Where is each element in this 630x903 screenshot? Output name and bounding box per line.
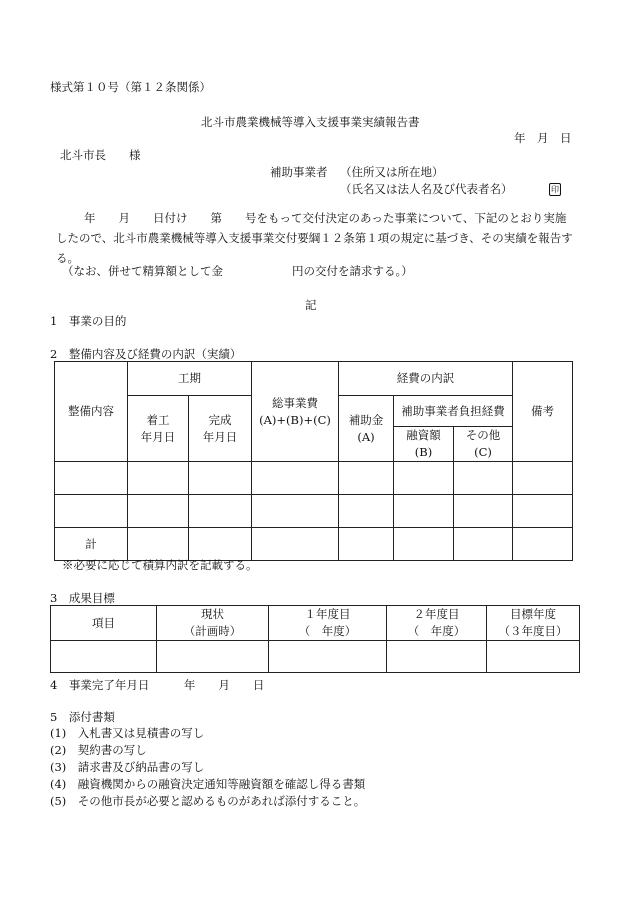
header-year1: １年度目 （ 年度） [269, 606, 387, 641]
header-current: 現状 （計画時） [157, 606, 269, 641]
attachment-item: (3) 請求書及び納品書の写し [50, 760, 205, 774]
applicant-name-label: （氏名又は法人名及び代表者名） [340, 182, 513, 196]
header-loan: 融資額 (B) [394, 427, 454, 462]
seal-mark [549, 183, 561, 196]
section-2-heading: 2 整備内容及び経費の内訳（実績） [50, 347, 242, 361]
header-remarks: 備考 [513, 362, 573, 462]
header-other: その他 (C) [454, 427, 513, 462]
section-4-heading: 4 事業完了年月日 年 月 日 [50, 678, 265, 692]
table-note: ※必要に応じて積算内訳を記載する。 [62, 558, 258, 572]
form-label: 様式第１０号（第１２条関係） [50, 80, 211, 94]
attachment-item: (4) 融資機関からの融資決定通知等融資額を確認し得る書類 [50, 777, 366, 791]
section-5-heading: 5 添付書類 [50, 710, 115, 724]
total-label: 計 [55, 528, 128, 561]
settlement-request-note: （なお、併せて精算額として金 円の交付を請求する。） [62, 264, 413, 278]
expense-table [54, 361, 573, 561]
table-row [55, 462, 573, 495]
document-title: 北斗市農業機械等導入支援事業実績報告書 [201, 115, 420, 129]
section-3-heading: 3 成果目標 [50, 591, 115, 605]
header-subsidy: 補助金 (A) [339, 396, 394, 462]
report-body-text: 年 月 日付け 第 号をもって交付決定のあった事業について、下記のとおり実施したので、北斗市農業機械等導入支援事業交付要綱１２条第１項の規定に基づき、その実績を報告する。 [56, 211, 573, 265]
header-target-year: 目標年度 （３年度目） [487, 606, 580, 641]
header-item: 項目 [51, 606, 157, 641]
report-body [56, 208, 576, 268]
addressee: 北斗市長 様 [60, 148, 141, 162]
header-burden: 補助事業者負担経費 [394, 396, 513, 427]
header-end-date: 完成 年月日 [189, 396, 252, 462]
date-line: 年 月 日 [514, 131, 572, 145]
attachment-item: (2) 契約書の写し [50, 743, 147, 757]
header-period: 工期 [128, 362, 252, 396]
seal-icon: 印 [551, 185, 559, 194]
section-1-heading: 1 事業の目的 [50, 314, 127, 328]
header-start-date: 着工 年月日 [128, 396, 189, 462]
applicant-address-label: （住所又は所在地） [340, 165, 444, 179]
ki-heading: 記 [305, 298, 317, 312]
attachment-item: (5) その他市長が必要と認めるものがあれば添付すること。 [50, 794, 366, 808]
applicant-label: 補助事業者 [270, 165, 328, 179]
header-breakdown: 経費の内訳 [339, 362, 513, 396]
outcome-table [50, 605, 580, 673]
table-row [55, 495, 573, 528]
header-total-cost: 総事業費 (A)+(B)+(C) [252, 362, 339, 462]
header-content: 整備内容 [55, 362, 128, 462]
header-year2: ２年度目 （ 年度） [387, 606, 487, 641]
attachment-item: (1) 入札書又は見積書の写し [50, 726, 205, 740]
table-row [51, 641, 580, 673]
table-total-row [55, 528, 573, 561]
